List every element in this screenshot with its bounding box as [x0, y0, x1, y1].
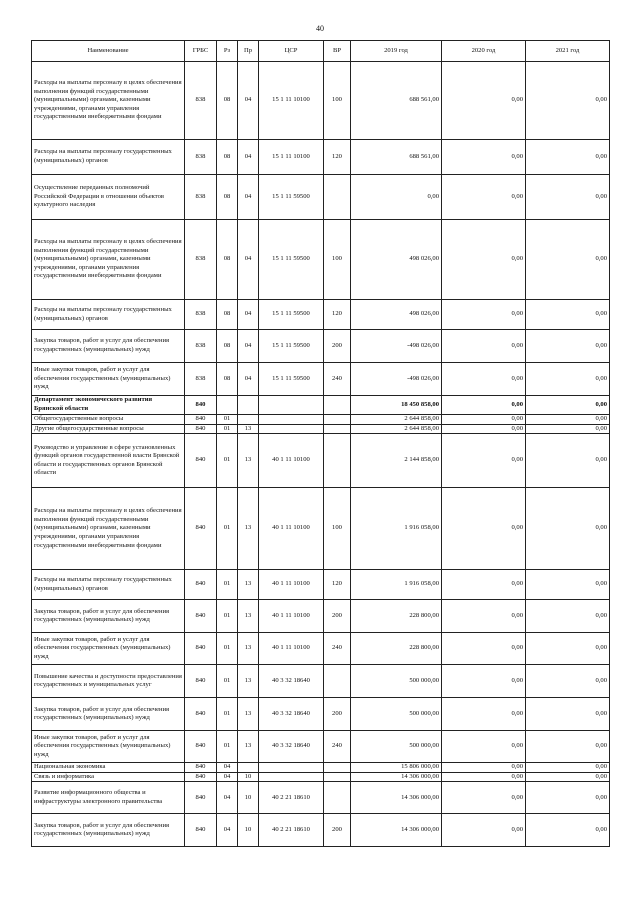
cell-name: Расходы на выплаты персоналу государственных (муниципальных) органов: [32, 300, 185, 330]
cell-2020: 0,00: [442, 62, 526, 140]
cell-vr: 240: [324, 363, 351, 396]
cell-2021: 0,00: [526, 772, 610, 782]
cell-vr: 100: [324, 488, 351, 570]
cell-2019: 14 306 000,00: [351, 772, 442, 782]
cell-2019: 1 916 058,00: [351, 570, 442, 600]
cell-csr: 15 1 11 59500: [259, 330, 324, 363]
cell-csr: 15 1 11 59500: [259, 220, 324, 300]
table-row: [32, 140, 610, 175]
cell-name: Развитие информационного общества и инфраструктуры электронного правительства: [32, 782, 185, 814]
cell-rz: 08: [217, 62, 238, 140]
cell-csr: 40 2 21 18610: [259, 814, 324, 847]
cell-pr: 04: [238, 300, 259, 330]
table-row: [32, 220, 610, 300]
cell-2019: 498 026,00: [351, 300, 442, 330]
cell-rz: 01: [217, 415, 238, 425]
cell-grbs: 840: [185, 665, 217, 698]
cell-csr: 40 1 11 10100: [259, 570, 324, 600]
table-row: [32, 570, 610, 600]
cell-rz: 04: [217, 772, 238, 782]
cell-2019: 14 306 000,00: [351, 814, 442, 847]
cell-vr: [324, 434, 351, 488]
cell-pr: 04: [238, 330, 259, 363]
cell-rz: 08: [217, 140, 238, 175]
cell-vr: [324, 772, 351, 782]
cell-name: Повышение качества и доступности предоставления государственных и муниципальных услуг: [32, 665, 185, 698]
cell-2021: 0,00: [526, 814, 610, 847]
cell-pr: 13: [238, 633, 259, 665]
cell-2020: 0,00: [442, 763, 526, 773]
cell-pr: 13: [238, 488, 259, 570]
cell-2020: 0,00: [442, 140, 526, 175]
cell-pr: 13: [238, 570, 259, 600]
cell-grbs: 838: [185, 363, 217, 396]
cell-grbs: 840: [185, 772, 217, 782]
cell-2020: 0,00: [442, 772, 526, 782]
cell-vr: 100: [324, 62, 351, 140]
cell-pr: 13: [238, 731, 259, 763]
cell-2020: 0,00: [442, 300, 526, 330]
budget-table: [31, 40, 610, 847]
table-row: [32, 731, 610, 763]
cell-grbs: 838: [185, 175, 217, 220]
cell-grbs: 840: [185, 731, 217, 763]
cell-name: Иные закупки товаров, работ и услуг для обеспечения государственных (муниципальных) нужд: [32, 731, 185, 763]
cell-2020: 0,00: [442, 175, 526, 220]
cell-2019: 1 916 058,00: [351, 488, 442, 570]
cell-2020: 0,00: [442, 600, 526, 633]
cell-2021: 0,00: [526, 140, 610, 175]
cell-vr: 200: [324, 814, 351, 847]
cell-2019: 498 026,00: [351, 220, 442, 300]
cell-name: Расходы на выплаты персоналу государственных (муниципальных) органов: [32, 570, 185, 600]
cell-2021: 0,00: [526, 300, 610, 330]
table-row: [32, 424, 610, 434]
table-row: [32, 633, 610, 665]
cell-2021: 0,00: [526, 665, 610, 698]
cell-grbs: 838: [185, 330, 217, 363]
cell-2020: 0,00: [442, 424, 526, 434]
cell-2019: 688 561,00: [351, 140, 442, 175]
cell-rz: 04: [217, 814, 238, 847]
cell-csr: [259, 424, 324, 434]
cell-2021: 0,00: [526, 363, 610, 396]
cell-pr: 13: [238, 434, 259, 488]
cell-2021: 0,00: [526, 175, 610, 220]
cell-grbs: 840: [185, 570, 217, 600]
cell-rz: 08: [217, 220, 238, 300]
table-row: [32, 782, 610, 814]
cell-rz: 08: [217, 330, 238, 363]
cell-name: Расходы на выплаты персоналу в целях обеспечения выполнения функций государственными (муниципальными) органами, казенными учреждениями, органами управления государственными внебюджетными фондами: [32, 62, 185, 140]
cell-pr: 10: [238, 814, 259, 847]
cell-rz: 01: [217, 570, 238, 600]
table-row: [32, 772, 610, 782]
cell-csr: 15 1 11 59500: [259, 300, 324, 330]
cell-csr: [259, 396, 324, 415]
cell-csr: 40 3 32 18640: [259, 698, 324, 731]
cell-2021: 0,00: [526, 731, 610, 763]
cell-2019: 2 644 858,00: [351, 424, 442, 434]
cell-2020: 0,00: [442, 731, 526, 763]
table-row: [32, 665, 610, 698]
cell-2021: 0,00: [526, 396, 610, 415]
cell-2021: 0,00: [526, 763, 610, 773]
cell-grbs: 840: [185, 763, 217, 773]
cell-2020: 0,00: [442, 396, 526, 415]
cell-2019: -498 026,00: [351, 363, 442, 396]
cell-2020: 0,00: [442, 434, 526, 488]
cell-csr: 40 3 32 18640: [259, 731, 324, 763]
cell-csr: 40 1 11 10100: [259, 488, 324, 570]
cell-name: Закупка товаров, работ и услуг для обеспечения государственных (муниципальных) нужд: [32, 330, 185, 363]
cell-2020: 0,00: [442, 814, 526, 847]
table-body: [32, 62, 610, 847]
cell-2021: 0,00: [526, 415, 610, 425]
cell-csr: 40 2 21 18610: [259, 782, 324, 814]
cell-2020: 0,00: [442, 220, 526, 300]
cell-name: Департамент экономического развития Брянской области: [32, 396, 185, 415]
cell-vr: 240: [324, 731, 351, 763]
table-row: [32, 62, 610, 140]
cell-rz: 04: [217, 763, 238, 773]
cell-name: Закупка товаров, работ и услуг для обеспечения государственных (муниципальных) нужд: [32, 600, 185, 633]
cell-pr: 13: [238, 600, 259, 633]
cell-2020: 0,00: [442, 488, 526, 570]
cell-csr: 15 1 11 59500: [259, 363, 324, 396]
header-2021: 2021 год: [526, 41, 610, 62]
cell-rz: [217, 396, 238, 415]
table-row: [32, 330, 610, 363]
header-vr: ВР: [324, 41, 351, 62]
cell-2019: 228 800,00: [351, 633, 442, 665]
cell-rz: 01: [217, 424, 238, 434]
cell-2021: 0,00: [526, 488, 610, 570]
cell-rz: 01: [217, 434, 238, 488]
cell-2019: 688 561,00: [351, 62, 442, 140]
table-row: [32, 763, 610, 773]
cell-grbs: 840: [185, 488, 217, 570]
cell-vr: [324, 396, 351, 415]
cell-grbs: 840: [185, 424, 217, 434]
table-row: [32, 600, 610, 633]
header-2020: 2020 год: [442, 41, 526, 62]
cell-2019: 14 306 000,00: [351, 782, 442, 814]
cell-2021: 0,00: [526, 782, 610, 814]
cell-2020: 0,00: [442, 665, 526, 698]
cell-rz: 08: [217, 300, 238, 330]
cell-name: Осуществление переданных полномочий Российской Федерации в отношении объектов культурного наследия: [32, 175, 185, 220]
cell-pr: 10: [238, 782, 259, 814]
cell-rz: 01: [217, 698, 238, 731]
cell-pr: 10: [238, 772, 259, 782]
cell-grbs: 840: [185, 415, 217, 425]
cell-vr: 120: [324, 140, 351, 175]
cell-name: Расходы на выплаты персоналу государственных (муниципальных) органов: [32, 140, 185, 175]
cell-2021: 0,00: [526, 570, 610, 600]
cell-grbs: 838: [185, 300, 217, 330]
cell-vr: 120: [324, 300, 351, 330]
cell-2019: 500 000,00: [351, 731, 442, 763]
cell-vr: [324, 763, 351, 773]
cell-2020: 0,00: [442, 363, 526, 396]
cell-2021: 0,00: [526, 220, 610, 300]
cell-vr: [324, 415, 351, 425]
cell-name: Общегосударственные вопросы: [32, 415, 185, 425]
cell-pr: 13: [238, 665, 259, 698]
cell-grbs: 840: [185, 434, 217, 488]
cell-csr: 40 1 11 10100: [259, 434, 324, 488]
cell-vr: 240: [324, 633, 351, 665]
table-row: [32, 175, 610, 220]
cell-2020: 0,00: [442, 570, 526, 600]
cell-pr: [238, 763, 259, 773]
header-pr: Пр: [238, 41, 259, 62]
cell-csr: [259, 415, 324, 425]
cell-2020: 0,00: [442, 698, 526, 731]
cell-2021: 0,00: [526, 633, 610, 665]
cell-2019: 228 800,00: [351, 600, 442, 633]
cell-pr: 04: [238, 363, 259, 396]
cell-csr: 15 1 11 59500: [259, 175, 324, 220]
cell-2020: 0,00: [442, 633, 526, 665]
cell-csr: [259, 763, 324, 773]
cell-2021: 0,00: [526, 600, 610, 633]
cell-name: Руководство и управление в сфере установленных функций органов государственной власти Брянской области и государственных органов Брянской области: [32, 434, 185, 488]
cell-name: Национальная экономика: [32, 763, 185, 773]
cell-grbs: 840: [185, 633, 217, 665]
cell-name: Закупка товаров, работ и услуг для обеспечения государственных (муниципальных) нужд: [32, 814, 185, 847]
cell-pr: 04: [238, 175, 259, 220]
cell-2021: 0,00: [526, 434, 610, 488]
header-grbs: ГРБС: [185, 41, 217, 62]
cell-csr: 15 1 11 10100: [259, 62, 324, 140]
table-row: [32, 434, 610, 488]
cell-grbs: 838: [185, 140, 217, 175]
cell-pr: 13: [238, 424, 259, 434]
cell-grbs: 838: [185, 220, 217, 300]
cell-rz: 01: [217, 731, 238, 763]
cell-2020: 0,00: [442, 782, 526, 814]
cell-grbs: 840: [185, 698, 217, 731]
cell-grbs: 838: [185, 62, 217, 140]
cell-2019: -498 026,00: [351, 330, 442, 363]
cell-csr: 15 1 11 10100: [259, 140, 324, 175]
cell-rz: 08: [217, 175, 238, 220]
cell-2019: 2 644 858,00: [351, 415, 442, 425]
header-name: Наименование: [32, 41, 185, 62]
cell-vr: 100: [324, 220, 351, 300]
cell-vr: [324, 175, 351, 220]
cell-2019: 2 144 858,00: [351, 434, 442, 488]
cell-pr: [238, 415, 259, 425]
cell-pr: 04: [238, 62, 259, 140]
cell-vr: [324, 782, 351, 814]
table-row: [32, 396, 610, 415]
header-2019: 2019 год: [351, 41, 442, 62]
cell-rz: 01: [217, 600, 238, 633]
cell-vr: [324, 424, 351, 434]
cell-pr: [238, 396, 259, 415]
header-csr: ЦСР: [259, 41, 324, 62]
cell-vr: [324, 665, 351, 698]
table-row: [32, 488, 610, 570]
cell-name: Связь и информатика: [32, 772, 185, 782]
cell-rz: 01: [217, 665, 238, 698]
cell-vr: 200: [324, 698, 351, 731]
cell-2019: 18 450 858,00: [351, 396, 442, 415]
cell-csr: [259, 772, 324, 782]
cell-grbs: 840: [185, 600, 217, 633]
cell-2019: 500 000,00: [351, 665, 442, 698]
cell-2021: 0,00: [526, 62, 610, 140]
cell-2020: 0,00: [442, 415, 526, 425]
cell-2021: 0,00: [526, 698, 610, 731]
table-row: [32, 814, 610, 847]
cell-2021: 0,00: [526, 330, 610, 363]
cell-2019: 0,00: [351, 175, 442, 220]
cell-2019: 15 806 000,00: [351, 763, 442, 773]
table-row: [32, 363, 610, 396]
cell-pr: 13: [238, 698, 259, 731]
cell-name: Иные закупки товаров, работ и услуг для обеспечения государственных (муниципальных) нужд: [32, 363, 185, 396]
cell-name: Расходы на выплаты персоналу в целях обеспечения выполнения функций государственными (муниципальными) органами, казенными учреждениями, органами управления государственными внебюджетными фондами: [32, 220, 185, 300]
cell-rz: 04: [217, 782, 238, 814]
cell-2019: 500 000,00: [351, 698, 442, 731]
cell-pr: 04: [238, 220, 259, 300]
cell-pr: 04: [238, 140, 259, 175]
cell-grbs: 840: [185, 814, 217, 847]
cell-2021: 0,00: [526, 424, 610, 434]
cell-name: Закупка товаров, работ и услуг для обеспечения государственных (муниципальных) нужд: [32, 698, 185, 731]
cell-name: Расходы на выплаты персоналу в целях обеспечения выполнения функций государственными (муниципальными) органами, казенными учреждениями, органами управления государственными внебюджетными фондами: [32, 488, 185, 570]
table-row: [32, 415, 610, 425]
cell-rz: 08: [217, 363, 238, 396]
cell-2020: 0,00: [442, 330, 526, 363]
cell-rz: 01: [217, 488, 238, 570]
cell-csr: 40 1 11 10100: [259, 633, 324, 665]
cell-csr: 40 1 11 10100: [259, 600, 324, 633]
cell-vr: 120: [324, 570, 351, 600]
table-row: [32, 698, 610, 731]
table-row: [32, 300, 610, 330]
header-rz: Рз: [217, 41, 238, 62]
table-header-row: [32, 41, 610, 62]
cell-csr: 40 3 32 18640: [259, 665, 324, 698]
cell-name: Иные закупки товаров, работ и услуг для обеспечения государственных (муниципальных) нужд: [32, 633, 185, 665]
cell-vr: 200: [324, 600, 351, 633]
cell-name: Другие общегосударственные вопросы: [32, 424, 185, 434]
page-number: 40: [316, 24, 324, 33]
cell-rz: 01: [217, 633, 238, 665]
cell-grbs: 840: [185, 396, 217, 415]
cell-vr: 200: [324, 330, 351, 363]
cell-grbs: 840: [185, 782, 217, 814]
